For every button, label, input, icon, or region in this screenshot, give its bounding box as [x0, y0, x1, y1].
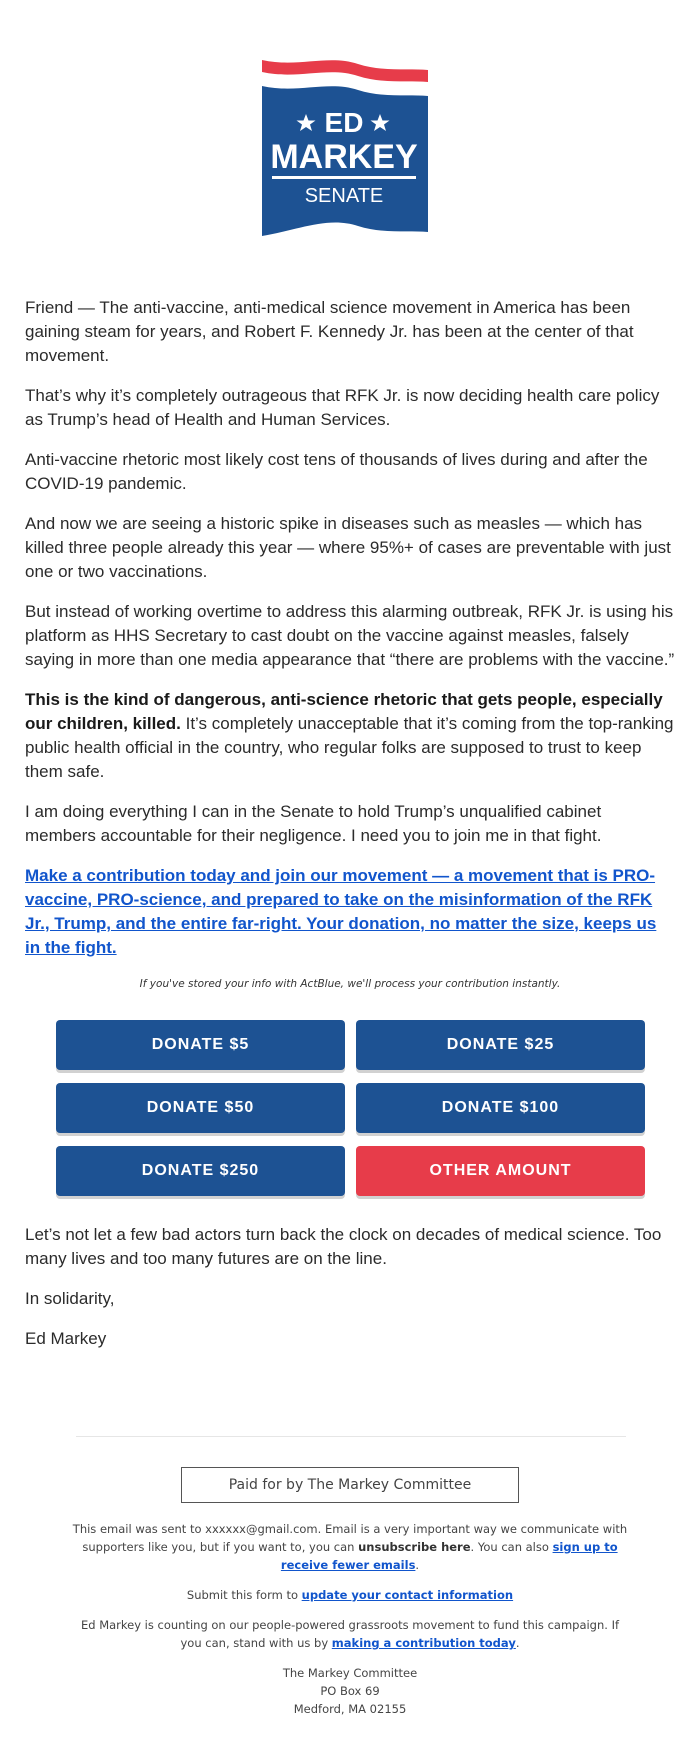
- email-closing: [25, 1223, 675, 1367]
- footer-sent-to-text: This email was sent to xxxxxx@gmail.com. Email is a very important way we communicate with supporters like you, but if you want to, you can: [72, 1522, 628, 1554]
- paragraph-senate: I am doing everything I can in the Senate to hold Trump’s unqualified cabinet members accountable for their negligence. I need you to join me in that fight.: [25, 802, 602, 845]
- footer-counting: [70, 1616, 630, 1652]
- fewer-emails-link[interactable]: sign up to receive fewer emails: [280, 1540, 618, 1572]
- paragraph-dangerous-rest: It’s completely unacceptable that it’s coming from the top-ranking public health official in the country, who regular folks are supposed to trust to keep them safe.: [25, 714, 674, 781]
- other-amount-button[interactable]: OTHER AMOUNT: [356, 1146, 645, 1196]
- address-line-3: Medford, MA 02155: [293, 1702, 407, 1716]
- address-line-2: PO Box 69: [320, 1684, 380, 1698]
- paragraph-hhs: But instead of working overtime to address this alarming outbreak, RFK Jr. is using his platform as HHS Secretary to cast doubt on the vaccine against measles, falsely saying in more than one media appearance that “there are problems with the vaccine.”: [25, 602, 675, 669]
- donate-50-button[interactable]: DONATE $50: [56, 1083, 345, 1133]
- mailing-address: [70, 1664, 630, 1718]
- footer-period: .: [415, 1558, 420, 1572]
- logo-flag-graphic: [258, 56, 430, 238]
- footer-counting-suffix: .: [515, 1636, 520, 1650]
- email-footer: [70, 1520, 630, 1718]
- update-contact-link[interactable]: update your contact information: [301, 1588, 514, 1602]
- footer-update-contact: [70, 1586, 630, 1604]
- paragraph-closing: Let’s not let a few bad actors turn back the clock on decades of medical science. Too many lives and too many futures are on the line.: [25, 1225, 662, 1268]
- paragraph-covid: Anti-vaccine rhetoric most likely cost tens of thousands of lives during and after the COVID-19 pandemic.: [25, 450, 648, 493]
- paragraph-intro: Friend — The anti-vaccine, anti-medical science movement in America has been gaining steam for years, and Robert F. Kennedy Jr. has been at the center of that movement.: [25, 298, 634, 365]
- footer-also-text: . You can also: [470, 1540, 553, 1554]
- footer-divider: [76, 1436, 626, 1437]
- donate-250-button[interactable]: DONATE $250: [56, 1146, 345, 1196]
- signature-name: Ed Markey: [25, 1329, 107, 1348]
- make-contribution-link[interactable]: making a contribution today: [331, 1636, 516, 1650]
- logo-ed-text: ED: [324, 107, 364, 138]
- email-body: [25, 296, 675, 1006]
- donate-25-button[interactable]: DONATE $25: [356, 1020, 645, 1070]
- paragraph-measles: And now we are seeing a historic spike in diseases such as measles — which has killed three people already this year — where 95%+ of cases are preventable with just one or two vaccinations.: [25, 514, 671, 581]
- address-line-1: The Markey Committee: [282, 1666, 418, 1680]
- signoff: In solidarity,: [25, 1289, 115, 1308]
- ed-markey-senate-logo: [258, 56, 430, 238]
- paragraph-dangerous-bold: This is the kind of dangerous, anti-science rhetoric that gets people, especially our children, killed.: [25, 690, 663, 733]
- donate-100-button[interactable]: DONATE $100: [356, 1083, 645, 1133]
- footer-sent-to: [70, 1520, 630, 1574]
- contribution-cta-link[interactable]: Make a contribution today and join our movement — a movement that is PRO-vaccine, PRO-science, and prepared to take on the misinformation of the RFK Jr., Trump, and the entire far-right. Your donation, no matter the size, keeps us in the fight.: [25, 866, 657, 957]
- unsubscribe-link[interactable]: unsubscribe here: [358, 1540, 471, 1554]
- logo-senate-text: SENATE: [304, 185, 384, 207]
- logo-markey-text: MARKEY: [270, 138, 418, 176]
- paid-for-box: Paid for by The Markey Committee: [181, 1467, 519, 1503]
- paragraph-outrageous: That’s why it’s completely outrageous that RFK Jr. is now deciding health care policy as Trump’s head of Health and Human Services.: [25, 386, 660, 429]
- paragraph-dangerous: [25, 688, 675, 784]
- footer-counting-text: Ed Markey is counting on our people-powered grassroots movement to fund this campaign. If you can, stand with us by: [80, 1618, 620, 1650]
- donate-5-button[interactable]: DONATE $5: [56, 1020, 345, 1070]
- footer-submit-text: Submit this form to: [186, 1588, 302, 1602]
- actblue-note: If you've stored your info with ActBlue, we'll process your contribution instantly.: [139, 978, 561, 990]
